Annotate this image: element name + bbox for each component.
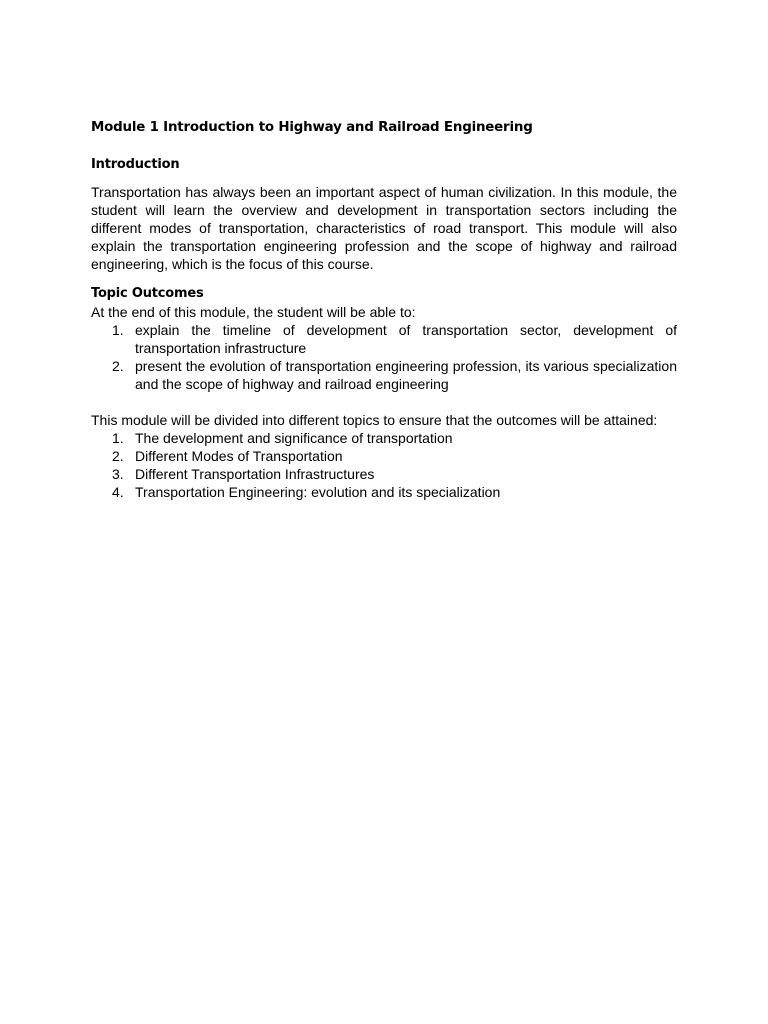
- outcomes-list: [91, 321, 677, 393]
- outcomes-lead-paragraph: At the end of this module, the student will be able to:: [91, 304, 416, 320]
- list-item: [91, 465, 677, 483]
- list-item-text: explain the timeline of development of transportation sector, development of transportation infrastructure: [135, 322, 677, 356]
- topic-outcomes-heading: Topic Outcomes: [91, 286, 204, 301]
- list-item-text: present the evolution of transportation engineering profession, its various specialization and the scope of highway and railroad engineering: [135, 358, 677, 392]
- list-item: [91, 483, 677, 501]
- list-item: [91, 321, 677, 357]
- list-item-text: Different Transportation Infrastructures: [135, 466, 375, 482]
- list-item: [91, 357, 677, 393]
- list-item: [91, 447, 677, 465]
- list-item-text: The development and significance of transportation: [135, 430, 453, 446]
- list-item-number: 4.: [112, 484, 124, 500]
- topics-list: [91, 429, 677, 501]
- list-item-text: Different Modes of Transportation: [135, 448, 343, 464]
- topics-lead-paragraph: This module will be divided into different topics to ensure that the outcomes will be attained:: [91, 412, 658, 428]
- document-title: Module 1 Introduction to Highway and Railroad Engineering: [91, 120, 533, 135]
- document-page: [91, 118, 677, 501]
- list-item-text: Transportation Engineering: evolution and its specialization: [135, 484, 501, 500]
- introduction-heading: Introduction: [91, 157, 180, 172]
- list-item-number: 1.: [112, 322, 124, 338]
- list-item-number: 2.: [112, 448, 124, 464]
- list-item-number: 2.: [112, 358, 124, 374]
- introduction-paragraph: Transportation has always been an important aspect of human civilization. In this module, the student will learn the overview and development in transportation sectors including the different modes of transportation, characteristics of road transport. This module will also explain the transportation engineering profession and the scope of highway and railroad engineering, which is the focus of this course.: [91, 184, 677, 272]
- list-item: [91, 429, 677, 447]
- list-item-number: 1.: [112, 430, 124, 446]
- list-item-number: 3.: [112, 466, 124, 482]
